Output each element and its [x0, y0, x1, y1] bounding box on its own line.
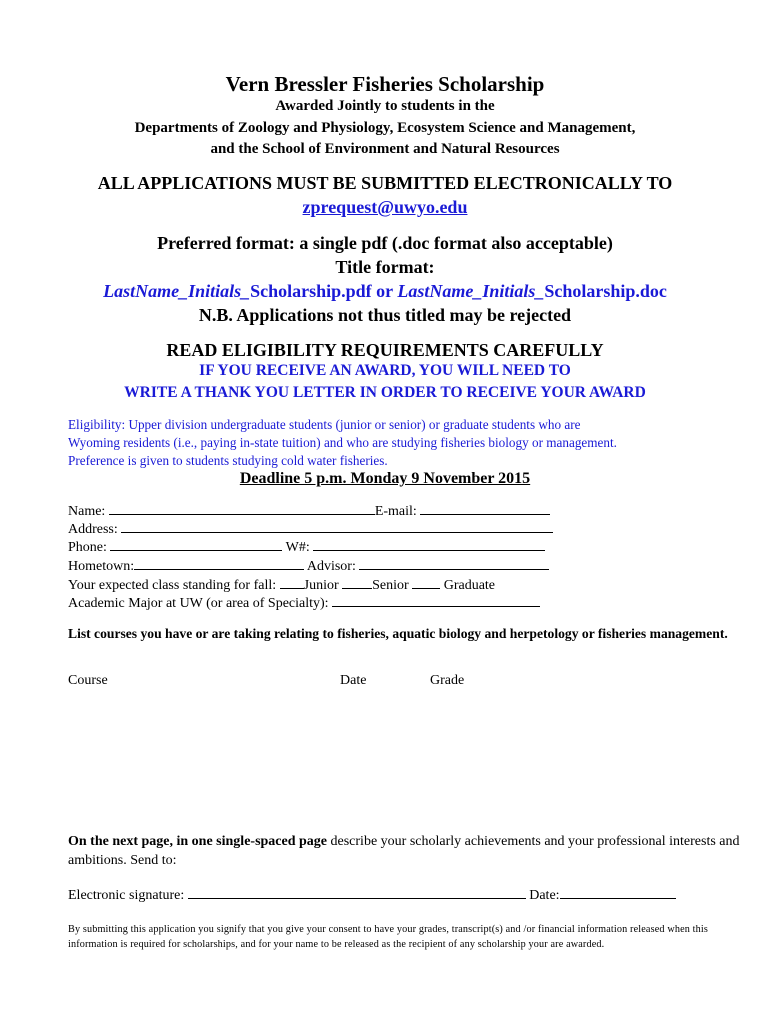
signature-field[interactable]: [188, 886, 526, 899]
departments-line: Departments of Zoology and Physiology, Ecosystem Science and Management,: [134, 120, 636, 136]
deadline: Deadline 5 p.m. Monday 9 November 2015: [239, 470, 531, 487]
name-label: Name:: [68, 504, 109, 519]
class-standing-row: [68, 576, 495, 594]
address-label: Address:: [68, 522, 122, 537]
address-row: [68, 520, 553, 538]
signature-label: Electronic signature:: [68, 888, 188, 903]
award-notice-line-2: WRITE A THANK YOU LETTER IN ORDER TO RECEIVE YOUR AWARD: [124, 384, 646, 401]
eligibility-line-1: Eligibility: Upper division undergraduate students (junior or senior) or graduate students who are: [68, 417, 581, 432]
eligibility-line-2: Wyoming residents (i.e., paying in-state tuition) and who are studying fisheries biology or management.: [68, 435, 617, 450]
phone-row: [68, 538, 545, 556]
hometown-label: Hometown:: [68, 559, 135, 574]
major-row: [68, 594, 540, 612]
signature-row: [68, 886, 676, 904]
graduate-label: Graduate: [440, 578, 496, 593]
award-notice-line-1: IF YOU RECEIVE AN AWARD, YOU WILL NEED TO: [199, 362, 571, 379]
eligibility-line-3: Preference is given to students studying cold water fisheries.: [68, 453, 388, 468]
date-field[interactable]: [560, 886, 676, 899]
next-page-bold: On the next page, in one single-spaced page: [68, 834, 328, 849]
address-field[interactable]: [121, 520, 553, 533]
column-grade: Grade: [430, 673, 465, 688]
email-label: E-mail:: [374, 504, 421, 519]
file-format-italic-2: LastName_Initials_: [397, 281, 545, 301]
name-email-row: [68, 502, 550, 520]
advisor-label: Advisor:: [304, 559, 360, 574]
column-course: Course: [68, 673, 108, 688]
w-number-field[interactable]: [313, 538, 545, 551]
standing-label: Your expected class standing for fall:: [68, 578, 280, 593]
submission-notice: ALL APPLICATIONS MUST BE SUBMITTED ELECTRONICALLY TO: [97, 173, 673, 193]
file-format-italic-1: LastName_Initials_: [103, 281, 251, 301]
file-name-format: [0, 281, 770, 302]
w-number-label: W#:: [282, 540, 314, 555]
email-field[interactable]: [420, 502, 550, 515]
courses-instruction: List courses you have or are taking relating to fisheries, aquatic biology and herpetology or fisheries management.: [68, 626, 728, 641]
phone-field[interactable]: [110, 538, 282, 551]
awarded-line: Awarded Jointly to students in the: [275, 98, 495, 114]
submission-email-link[interactable]: zprequest@uwyo.edu: [302, 197, 468, 217]
title-format-label: Title format:: [335, 257, 435, 277]
next-page-rest: describe your scholarly achievements and your professional interests and ambitions. Send to:: [68, 834, 740, 868]
file-format-plain-2: Scholarship.doc: [544, 281, 667, 301]
junior-blank[interactable]: [280, 576, 304, 589]
hometown-field[interactable]: [134, 557, 304, 570]
school-line: and the School of Environment and Natural Resources: [210, 141, 560, 157]
senior-label: Senior: [372, 578, 413, 593]
preferred-format: Preferred format: a single pdf (.doc format also acceptable): [157, 233, 613, 253]
next-page-instruction: [68, 832, 748, 870]
date-label: Date:: [525, 888, 560, 903]
major-label: Academic Major at UW (or area of Specialty):: [68, 596, 333, 611]
naming-warning: N.B. Applications not thus titled may be rejected: [198, 305, 572, 325]
page-title: Vern Bressler Fisheries Scholarship: [225, 72, 545, 96]
consent-statement: By submitting this application you signify that you give your consent to have your grades, transcript(s) and /or financial information released when this information is required for scholarships, and for your name to be released as the recipient of any scholarship your are awarded.: [68, 924, 709, 950]
submission-email-row: [0, 197, 770, 218]
file-format-plain-1: Scholarship.pdf or: [250, 281, 398, 301]
advisor-field[interactable]: [359, 557, 549, 570]
hometown-row: [68, 557, 549, 575]
graduate-blank[interactable]: [412, 576, 440, 589]
senior-blank[interactable]: [342, 576, 372, 589]
eligibility-heading: READ ELIGIBILITY REQUIREMENTS CAREFULLY: [166, 340, 604, 360]
column-date: Date: [340, 673, 367, 688]
junior-label: Junior: [303, 578, 343, 593]
name-field[interactable]: [109, 502, 375, 515]
phone-label: Phone:: [68, 540, 111, 555]
major-field[interactable]: [332, 594, 540, 607]
